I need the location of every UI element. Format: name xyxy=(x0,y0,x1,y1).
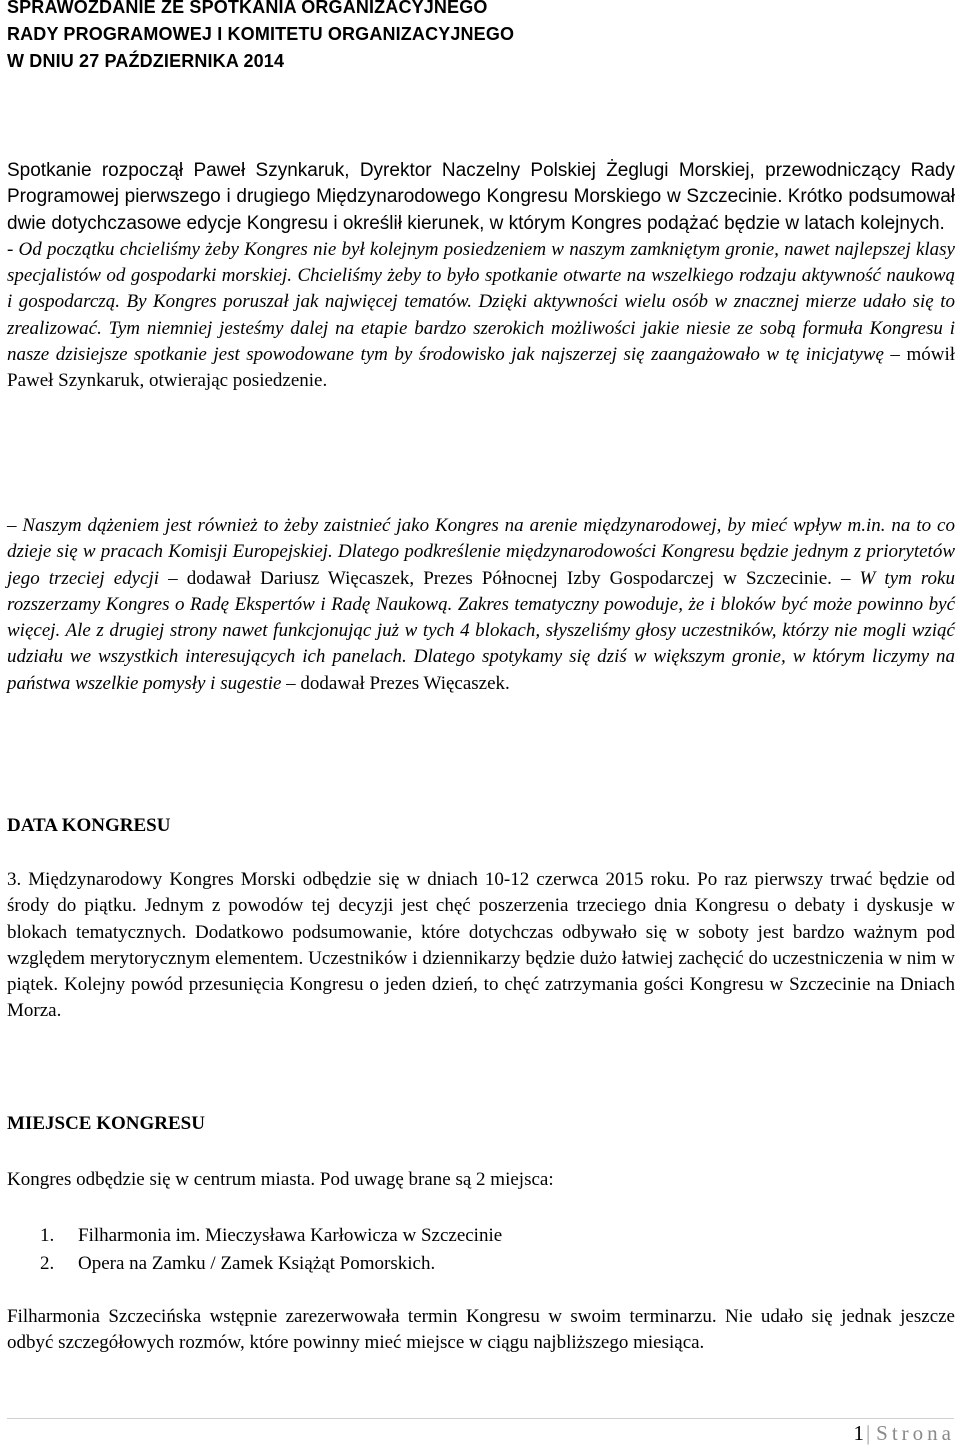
place-section-lead: Kongres odbędzie się w centrum miasta. Pod uwagę brane są 2 miejsca: xyxy=(7,1169,554,1190)
page-number: 1 xyxy=(853,1421,864,1445)
second-quote-2: – W tym roku rozszerzamy Kongres o Radę Ekspertów i Radę Naukową. Zakres tematyczny powoduje, że i bloków być może powinno być więcej. Ale z drugiej strony nawet funkcjonując już w tych 4 blokach, słyszeliśmy głosy uczestników, którzy nie mogli wziąć udziału we wszystkich interesujących ich panelach. Dlatego spotykamy się dziś w większym gronie, w którym liczymy na państwa wszelkie pomysły i sugestie xyxy=(7,567,955,694)
data-section-heading: DATA KONGRESU xyxy=(7,815,171,836)
place-section-heading: MIEJSCE KONGRESU xyxy=(7,1113,205,1134)
second-quote-1: – Naszym dążeniem jest również to żeby zaistnieć jako Kongres na arenie międzynarodowej, by mieć wpływ m.in. na to co dzieje się w pracach Komisji Europejskiej. Dlatego podkreślenie międzynarodowości Kongresu będzie jednym z priorytetów jego trzeciej edycji xyxy=(7,515,955,589)
footer-separator: | xyxy=(865,1421,871,1445)
list-item-number: 1. xyxy=(40,1225,55,1246)
page-footer xyxy=(853,1421,955,1446)
page-label: Strona xyxy=(876,1421,955,1445)
list-item-text: Opera na Zamku / Zamek Książąt Pomorskich. xyxy=(78,1253,436,1274)
intro-summary: Krótko podsumował dwie dotychczasowe edycje Kongresu i określił kierunek, w którym Kongres podążać będzie w latach kolejnych. xyxy=(7,186,955,234)
intro-paragraph xyxy=(7,158,955,395)
title-line-2: RADY PROGRAMOWEJ I KOMITETU ORGANIZACYJNEGO xyxy=(7,24,515,44)
list-item-text: Filharmonia im. Mieczysława Karłowicza w Szczecinie xyxy=(78,1225,503,1246)
report-title xyxy=(7,0,955,75)
place-section-closing: Filharmonia Szczecińska wstępnie zarezerwowała termin Kongresu w swoim terminarzu. Nie udało się jednak jeszcze odbyć szczegółowych rozmów, które powinny mieć miejsce w ciągu najbliższego miesiąca. xyxy=(7,1306,955,1354)
data-section-body: 3. Międzynarodowy Kongres Morski odbędzie się w dniach 10-12 czerwca 2015 roku. Po raz pierwszy trwać będzie od środy do piątku. Jednym z powodów tej decyzji jest chęć poszerzenia trzeciego dnia Kongresu o debaty i dyskusje w blokach tematycznych. Dodatkowo podsumowanie, które dotychczas odbywało się w soboty jest bardzo ważnym pod względem merytorycznym elementem. Uczestników i dziennikarzy będzie dużo łatwiej zachęcić do uczestniczenia w nim w piątek. Kolejny powód przesunięcia Kongresu o jeden dzień, to chęć zatrzymania gości Kongresu w Szczecinie na Dniach Morza. xyxy=(7,869,955,1022)
second-attribution-1: – dodawał Dariusz Więcaszek, Prezes Północnej Izby Gospodarczej w Szczecinie. xyxy=(159,567,841,589)
second-paragraph xyxy=(7,513,955,697)
list-item xyxy=(7,1222,502,1250)
intro-quote: - Od początku chcieliśmy żeby Kongres nie był kolejnym posiedzeniem w naszym zamkniętym gronie, nawet najlepszej klasy specjalistów od gospodarki morskiej. Chcieliśmy żeby to było spotkanie otwarte na wszelkiego rodzaju aktywność naukową i gospodarczą. By Kongres poruszał jak najwięcej tematów. Dzięki aktywności wielu osób w znacznej mierze udało się to zrealizować. Tym niemniej jesteśmy dalej na etapie bardzo szerokich możliwości jakie niesie ze sobą formuła Kongresu i nasze dzisiejsze spotkanie jest spowodowane tym by środowisko jak najszerzej się zaangażowało w tę inicjatywę xyxy=(7,238,955,366)
list-item-number: 2. xyxy=(40,1253,55,1274)
venue-list xyxy=(7,1222,502,1278)
list-item xyxy=(7,1250,502,1278)
footer-divider xyxy=(7,1418,954,1419)
intro-attribution: – mówił Paweł Szynkaruk, otwierając posiedzenie. xyxy=(7,344,956,392)
second-attribution-2: – dodawał Prezes Więcaszek. xyxy=(281,672,510,694)
title-line-1: SPRAWOZDANIE ZE SPOTKANIA ORGANIZACYJNEGO xyxy=(7,0,488,17)
title-line-3: W DNIU 27 PAŹDZIERNIKA 2014 xyxy=(7,51,285,71)
intro-opening: Spotkanie rozpoczął Paweł Szynkaruk, Dyrektor Naczelny Polskiej Żeglugi Morskiej, przewodniczący Rady Programowej pierwszego i drugiego Międzynarodowego Kongresu Morskiego w Szczecinie. xyxy=(7,160,955,208)
